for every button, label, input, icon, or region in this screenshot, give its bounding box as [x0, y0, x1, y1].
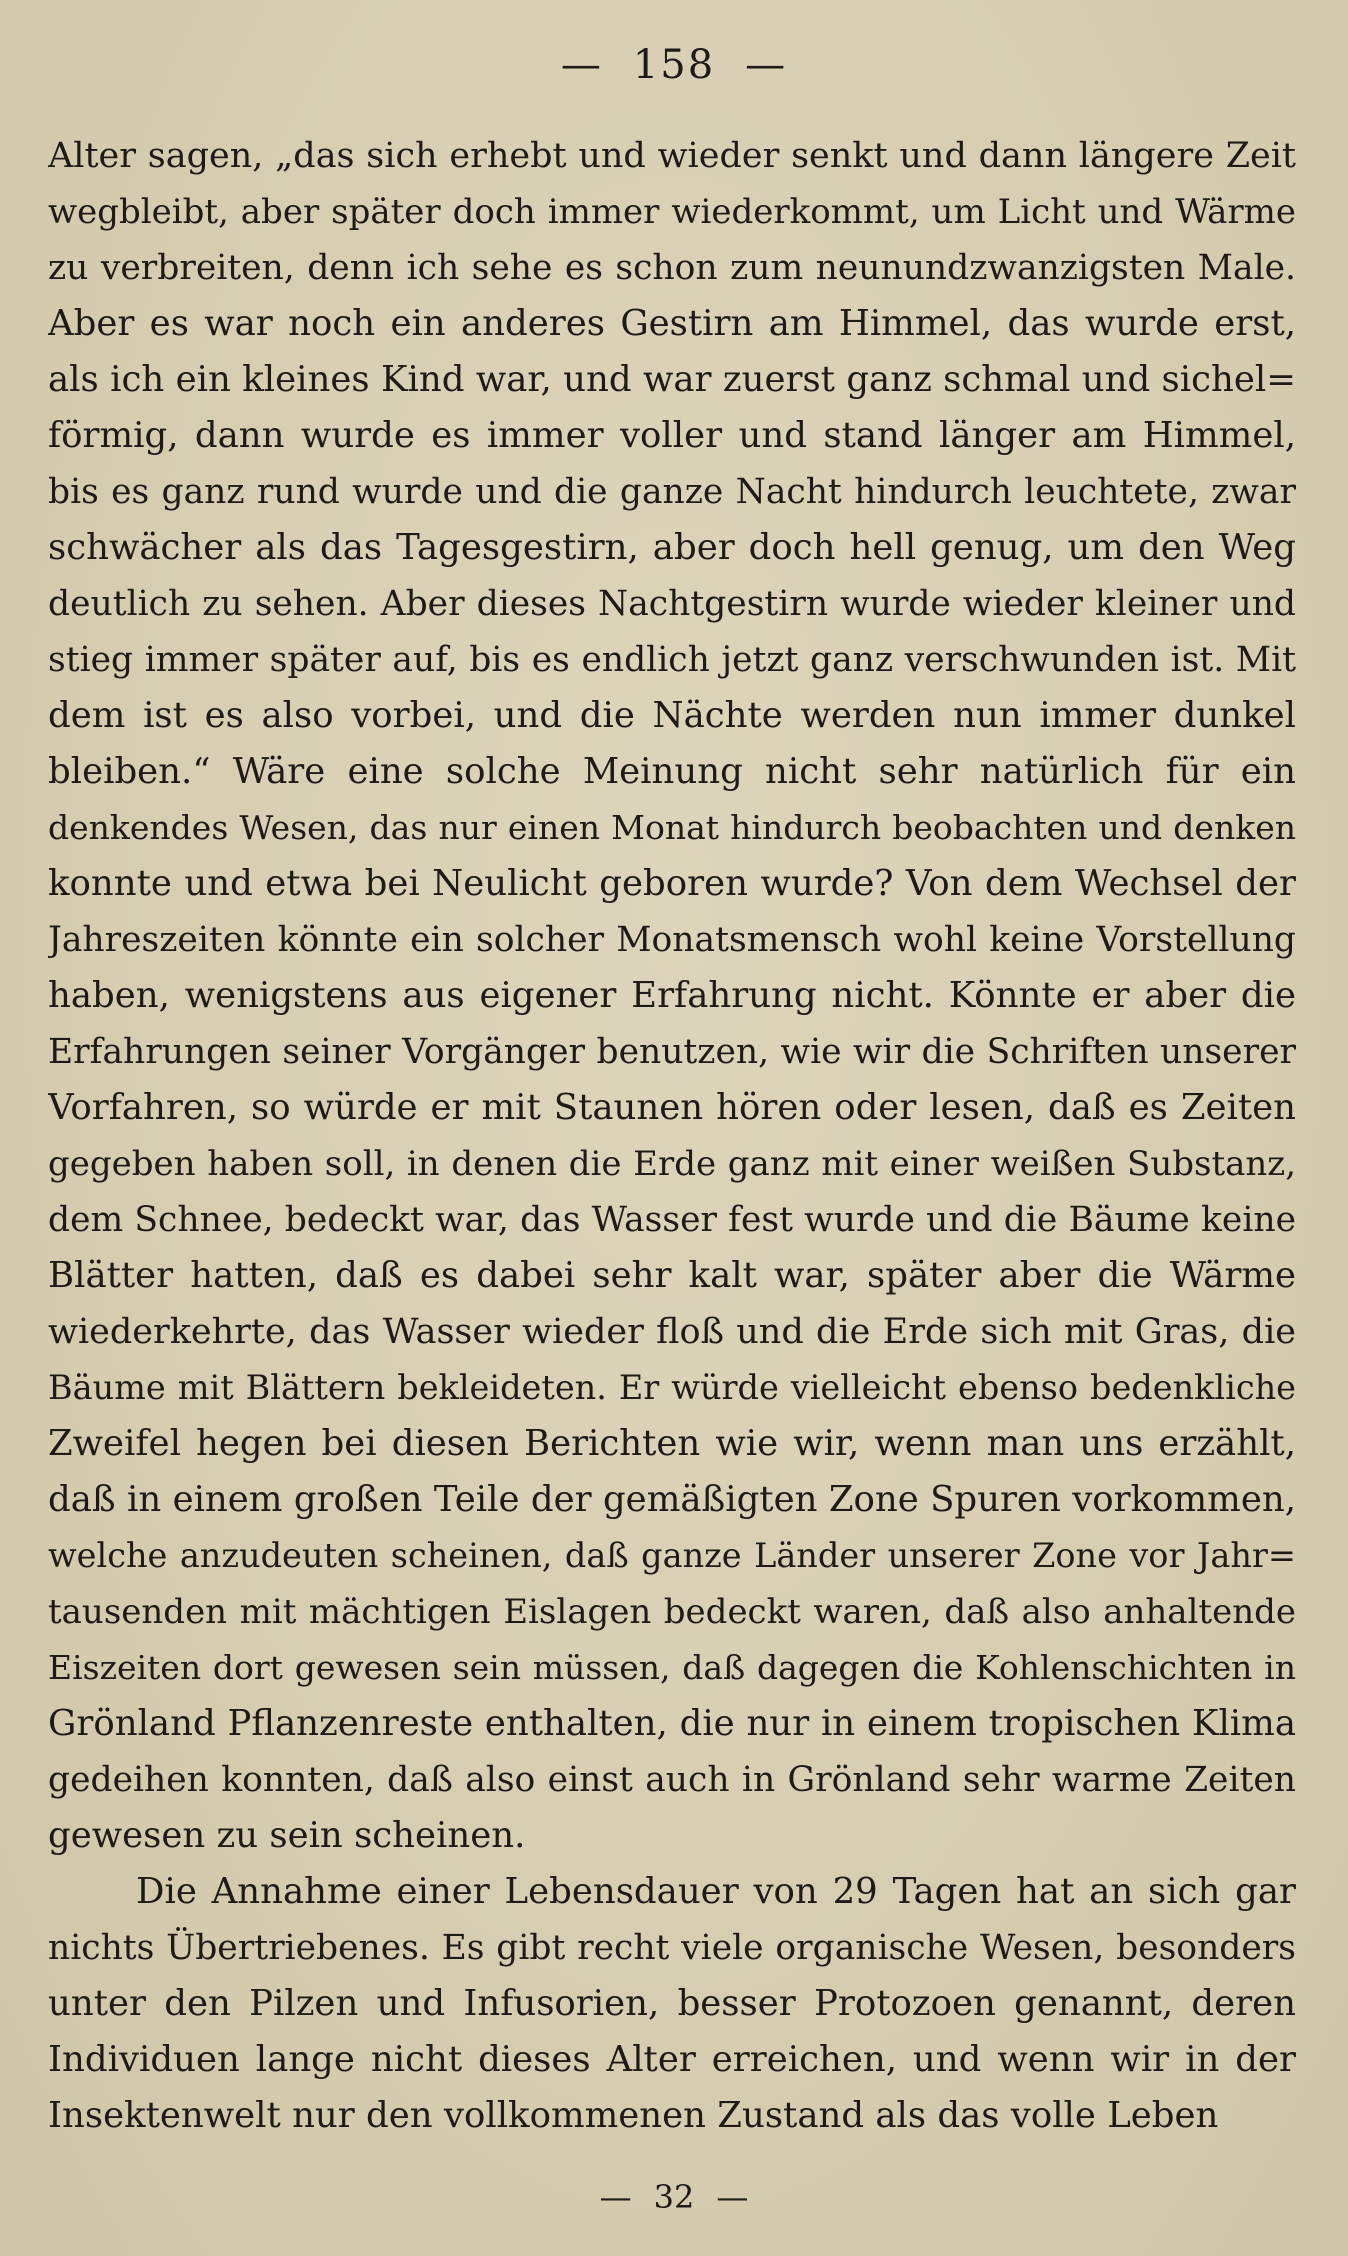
text-line: Jahreszeiten könnte ein solcher Monatsmensch wohl keine Vorstellung: [48, 920, 1296, 960]
footer-dash-left: —: [599, 2178, 632, 2216]
text-line: bleiben.“ Wäre eine solche Meinung nicht sehr natürlich für ein: [48, 751, 1296, 792]
text-line: Eiszeiten dort gewesen sein müssen, daß dagegen die Kohlenschichten in: [48, 1648, 1296, 1687]
text-line: unter den Pilzen und Infusorien, besser Protozoen genannt, deren: [48, 1983, 1296, 2024]
text-line: Bäume mit Blättern bekleideten. Er würde vielleicht ebenso bedenkliche: [48, 1368, 1296, 1407]
text-line: Individuen lange nicht dieses Alter erreichen, und wenn wir in der: [48, 2039, 1296, 2080]
text-line: konnte und etwa bei Neulicht geboren wurde? Von dem Wechsel der: [48, 863, 1296, 904]
text-line: dem Schnee, bedeckt war, das Wasser fest wurde und die Bäume keine: [48, 1200, 1296, 1240]
text-line: tausenden mit mächtigen Eislagen bedeckt waren, daß also anhaltende: [48, 1592, 1296, 1632]
text-line: Vorfahren, so würde er mit Staunen hören oder lesen, daß es Zeiten: [48, 1087, 1296, 1128]
text-line: gegeben haben soll, in denen die Erde ganz mit einer weißen Substanz,: [48, 1144, 1296, 1184]
text-line: Blätter hatten, daß es dabei sehr kalt war, später aber die Wärme: [48, 1255, 1296, 1296]
page-footer: [0, 2178, 1348, 2216]
text-line: Aber es war noch ein anderes Gestirn am Himmel, das wurde erst,: [48, 303, 1296, 344]
text-line: schwächer als das Tagesgestirn, aber doch hell genug, um den Weg: [48, 527, 1296, 568]
header-dash-right: —: [745, 42, 788, 88]
text-line: Alter sagen, „das sich erhebt und wieder senkt und dann längere Zeit: [48, 136, 1296, 176]
text-line: wiederkehrte, das Wasser wieder floß und die Erde sich mit Gras, die: [48, 1312, 1296, 1352]
text-line: Die Annahme einer Lebensdauer von 29 Tagen hat an sich gar: [136, 1871, 1296, 1912]
text-line: als ich ein kleines Kind war, und war zuerst ganz schmal und sichel=: [48, 359, 1296, 400]
text-line: denkendes Wesen, das nur einen Monat hindurch beobachten und denken: [48, 808, 1296, 847]
text-line: Zweifel hegen bei diesen Berichten wie wir, wenn man uns erzählt,: [48, 1423, 1296, 1464]
text-line: daß in einem großen Teile der gemäßigten Zone Spuren vorkommen,: [48, 1479, 1296, 1520]
header-dash-left: —: [560, 42, 603, 88]
text-line: stieg immer später auf, bis es endlich jetzt ganz verschwunden ist. Mit: [48, 640, 1296, 680]
text-line: wegbleibt, aber später doch immer wiederkommt, um Licht und Wärme: [48, 192, 1296, 232]
text-line: gewesen zu sein scheinen.: [48, 1815, 526, 1856]
text-line: Erfahrungen seiner Vorgänger benutzen, wie wir die Schriften unserer: [48, 1032, 1296, 1072]
body-text: [48, 128, 1296, 2144]
text-line: zu verbreiten, denn ich sehe es schon zum neunundzwanzigsten Male.: [48, 248, 1296, 288]
signature-number: 32: [653, 2178, 695, 2216]
text-line: nichts Übertriebenes. Es gibt recht viele organische Wesen, besonders: [48, 1928, 1296, 1968]
page-number: 158: [632, 42, 716, 88]
page-header: [0, 42, 1348, 88]
text-line: förmig, dann wurde es immer voller und stand länger am Himmel,: [48, 415, 1296, 456]
footer-dash-right: —: [716, 2178, 749, 2216]
text-line: gedeihen konnten, daß also einst auch in Grönland sehr warme Zeiten: [48, 1760, 1296, 1800]
text-line: haben, wenigstens aus eigener Erfahrung nicht. Könnte er aber die: [48, 975, 1296, 1016]
text-line: Insektenwelt nur den vollkommenen Zustand als das volle Leben: [48, 2095, 1219, 2136]
text-line: Grönland Pflanzenreste enthalten, die nur in einem tropischen Klima: [48, 1703, 1296, 1744]
text-line: deutlich zu sehen. Aber dieses Nachtgestirn wurde wieder kleiner und: [48, 584, 1296, 624]
text-line: welche anzudeuten scheinen, daß ganze Länder unserer Zone vor Jahr=: [48, 1536, 1296, 1575]
text-line: bis es ganz rund wurde und die ganze Nacht hindurch leuchtete, zwar: [48, 472, 1296, 512]
text-line: dem ist es also vorbei, und die Nächte werden nun immer dunkel: [48, 695, 1296, 736]
